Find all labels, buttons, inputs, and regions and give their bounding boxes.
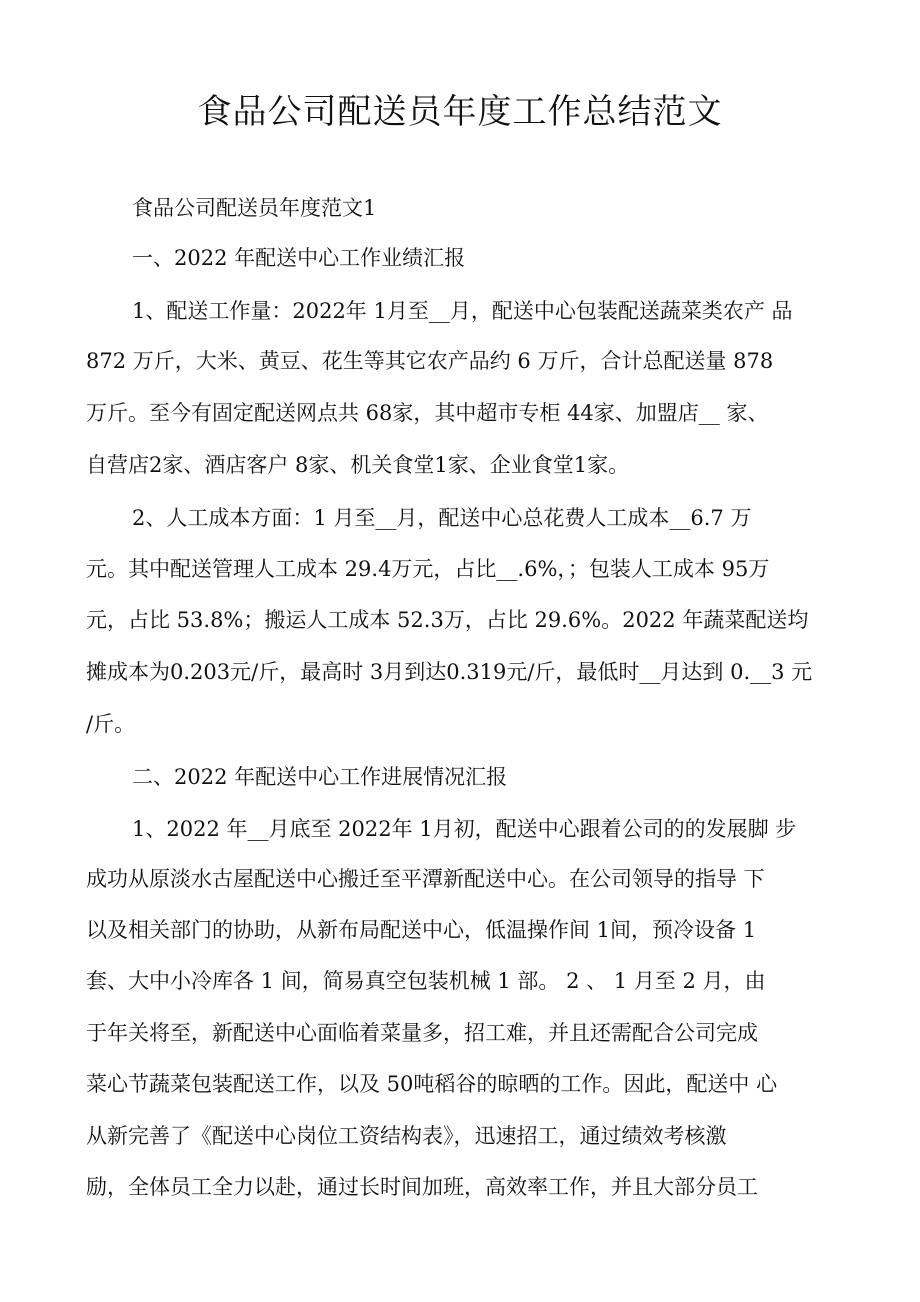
paragraph-line: /斤。 <box>86 712 136 736</box>
document-title: 食品公司配送员年度工作总结范文 <box>197 92 723 132</box>
paragraph-line: 自营店2家、酒店客户 8家、机关食堂1家、企业食堂1家。 <box>86 453 630 477</box>
paragraph-line: 菜心节蔬菜包装配送工作，以及 50吨稻谷的晾晒的工作。因此，配送中 心 <box>86 1072 778 1096</box>
section-heading-progress: 二、2022 年配送中心工作进展情况汇报 <box>132 765 508 789</box>
paragraph-line: 2、人工成本方面：1 月至__月，配送中心总花费人工成本__6.7 万 <box>132 506 752 530</box>
paragraph-line: 万斤。至今有固定配送网点共 68家，其中超市专柜 44家、加盟店__ 家、 <box>86 401 769 425</box>
paragraph-line: 1、2022 年__月底至 2022年 1月初，配送中心跟着公司的的发展脚 步 <box>132 817 797 841</box>
paragraph-line: 励，全体员工全力以赴，通过长时间加班，高效率工作，并且大部分员工 <box>86 1175 758 1199</box>
section-heading-performance: 一、2022 年配送中心工作业绩汇报 <box>132 246 466 270</box>
section-heading-fanwen1: 食品公司配送员年度范文1 <box>132 196 377 220</box>
paragraph-line: 从新完善了《配送中心岗位工资结构表》，迅速招工，通过绩效考核激 <box>86 1124 727 1148</box>
paragraph-line: 摊成本为0.203元/斤，最高时 3月到达0.319元/斤，最低时__月达到 0.__3 元 <box>86 660 813 684</box>
paragraph-line: 套、大中小冷库各 1 间，简易真空包装机械 1 部。 2 、 1 月至 2 月，由 <box>86 969 766 993</box>
paragraph-line: 872 万斤，大米、黄豆、花生等其它农产品约 6 万斤，合计总配送量 878 <box>86 349 774 373</box>
paragraph-line: 1、配送工作量：2022年 1月至__月，配送中心包装配送蔬菜类农产 品 <box>132 299 793 323</box>
paragraph-line: 元。其中配送管理人工成本 29.4万元，占比__.6%，；包装人工成本 95万 <box>86 557 770 581</box>
paragraph-line: 成功从原淡水古屋配送中心搬迁至平潭新配送中心。在公司领导的指导 下 <box>86 867 765 891</box>
paragraph-line: 元，占比 53.8%；搬运人工成本 52.3万，占比 29.6%。2022 年蔬菜配送均 <box>86 608 809 632</box>
paragraph-line: 以及相关部门的协助，从新布局配送中心，低温操作间 1间，预冷设备 1 <box>86 918 757 942</box>
paragraph-line: 于年关将至，新配送中心面临着菜量多，招工难，并且还需配合公司完成 <box>86 1021 758 1045</box>
